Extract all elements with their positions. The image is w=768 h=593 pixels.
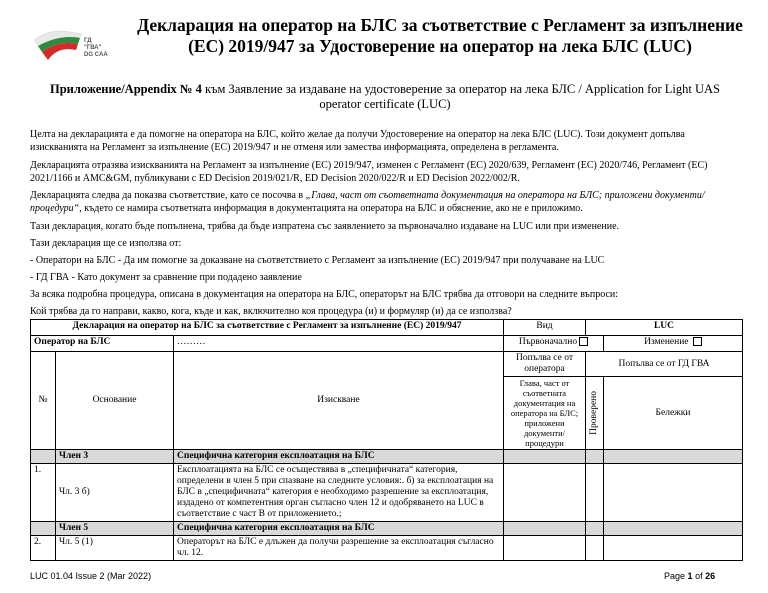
table-row <box>31 536 743 561</box>
paragraph-compliance-start: Декларацията следва да показва съответствие, като се посочва в <box>30 190 306 201</box>
table-header-vid: Вид <box>504 320 586 336</box>
row-requirement: Експлоатацията на БЛС се осъществява в „специфичната“ категория, определени в член 5 при спазване на следните условия:. б) за експлоатация на БЛС в „специфичната“ категория е необходимо разрешение за експлоатация, издадено от компетентния орган съгласно член 12 и одобряването на LUC в съответствие с част В от приложението.; <box>174 464 504 522</box>
table-header-luc: LUC <box>586 320 743 336</box>
section-requirement: Специфична категория експлоатация на БЛС <box>174 522 504 536</box>
row-basis: Чл. 3 б) <box>56 464 174 522</box>
appendix-heading <box>30 82 740 112</box>
row-no: 1. <box>31 464 56 522</box>
row-basis: Чл. 5 (1) <box>56 536 174 561</box>
operator-label: Оператор на БЛС <box>31 336 174 352</box>
col-header-chapter: Глава, част от съответната документация на оператора на БЛС; приложени документи/ процедури <box>504 377 586 450</box>
paragraph-questions: Кой трябва да го направи, какво, кога, къде и как, включително коя процедура (и) и формуляр (и) да се използва? <box>30 306 512 317</box>
row-checked-input[interactable] <box>586 464 604 522</box>
table-header-title: Декларация на оператор на БЛС за съответствие с Регламент за изпълнение (ЕС) 2019/947 <box>31 320 504 336</box>
initial-option[interactable] <box>504 336 604 352</box>
col-header-no: № <box>31 352 56 450</box>
row-chapter-input[interactable] <box>504 536 586 561</box>
paragraph-submission: Тази декларация, когато бъде попълнена, трябва да бъде изпратена със заявлението за първоначално издаване на LUC или при изменение. <box>30 221 620 232</box>
row-no: 2. <box>31 536 56 561</box>
footer-of-word: of <box>695 571 703 581</box>
col-header-checked: Проверено <box>589 391 599 435</box>
appendix-label: Приложение/Appendix № 4 <box>49 82 202 96</box>
col-header-checked-cell <box>586 377 604 450</box>
section-notes-cell <box>604 522 743 536</box>
paragraph-compliance-end: , където се намира съответната информация в документацията на оператора на БЛС и обяснение, ако не е приложимо. <box>79 203 583 214</box>
row-notes-input[interactable] <box>604 536 743 561</box>
section-checked-cell <box>586 522 604 536</box>
section-chapter-cell <box>504 450 586 464</box>
row-checked-input[interactable] <box>586 536 604 561</box>
footer-page-num: 1 <box>687 571 693 581</box>
change-label: Изменение <box>644 337 689 347</box>
section-basis: Член 3 <box>56 450 174 464</box>
section-checked-cell <box>586 450 604 464</box>
table-row <box>31 464 743 522</box>
document-title: Декларация на оператор на БЛС за съответствие с Регламент за изпълнение (ЕС) 2019/947 за Удостоверение на оператор на лека БЛС (LUC) <box>137 15 743 56</box>
filled-by-gdgva: Попълва се от ГД ГВА <box>586 352 743 377</box>
paragraph-compliance-italic: „Глава, част от съответната документация на оператора на БЛС; приложени документи/ процедури“ <box>30 190 705 214</box>
operator-value: ……… <box>174 336 504 352</box>
logo-text-line1: ГД "ГВА" <box>84 38 102 51</box>
footer-page-total: 26 <box>705 571 716 581</box>
paragraph-compliance <box>30 189 742 215</box>
section-requirement: Специфична категория експлоатация на БЛС <box>174 450 504 464</box>
compliance-table <box>30 319 743 561</box>
initial-checkbox[interactable] <box>579 337 588 346</box>
paragraph-purpose: Целта на декларацията е да помогне на оператора на БЛС, който желае да получи Удостоверение на оператор на лека БЛС (LUC). Този документ допълва изискванията на Регламент за изпълнение (ЕС) 2019/947 и не отменя или замества информацията, определена в регламента. <box>30 129 685 153</box>
paragraph-users: Тази декларация ще се използва от: <box>30 238 182 249</box>
change-option[interactable] <box>604 336 743 352</box>
footer-page-number <box>664 571 715 581</box>
paragraph-gdgva: - ГД ГВА - Като документ за сравнение при подадено заявление <box>30 272 302 283</box>
appendix-text: към Заявление за издаване на удостоверение за оператор на лека БЛС / Application for Light UAS operator certificate (LUC) <box>201 82 720 111</box>
logo-text-line2: DG CAA <box>84 52 108 58</box>
table-section-row <box>31 522 743 536</box>
col-header-requirement: Изискване <box>174 352 504 450</box>
row-chapter-input[interactable] <box>504 464 586 522</box>
section-basis: Член 5 <box>56 522 174 536</box>
footer-page-word: Page <box>664 571 686 581</box>
row-requirement: Операторът на БЛС е длъжен да получи разрешение за експлоатация съгласно чл. 12. <box>174 536 504 561</box>
row-notes-input[interactable] <box>604 464 743 522</box>
paragraph-procedure: За всяка подробна процедура, описана в документация на оператора на БЛС, операторът на БЛС трябва да отговори на следните въпроси: <box>30 289 619 300</box>
col-header-basis: Основание <box>56 352 174 450</box>
footer-doc-ref: LUC 01.04 Issue 2 (Mar 2022) <box>30 571 152 581</box>
table-section-row <box>31 450 743 464</box>
col-header-notes: Бележки <box>604 377 743 450</box>
paragraph-regulation: Декларацията отразява изискванията на Регламент за изпълнение (ЕС) 2019/947, изменен с Регламент (ЕС) 2020/639, Регламент (ЕС) 2020/746, Регламент (ЕС) 2021/1166 и AMC&GM, публикувани с ED Decision 2019/021/R, ED Decision 2020/022/R и ED Decision 2022/002/R. <box>30 160 708 184</box>
filled-by-operator: Попълва се от оператора <box>504 352 586 377</box>
section-no-cell <box>31 522 56 536</box>
section-chapter-cell <box>504 522 586 536</box>
dgcaa-logo <box>30 18 110 68</box>
section-notes-cell <box>604 450 743 464</box>
change-checkbox[interactable] <box>693 337 702 346</box>
initial-label: Първоначално <box>518 337 578 347</box>
paragraph-operators: - Оператори на БЛС - Да им помогне за доказване на съответствието с Регламент за изпълнение (ЕС) 2019/947 при получаване на LUC <box>30 255 605 266</box>
section-no-cell <box>31 450 56 464</box>
